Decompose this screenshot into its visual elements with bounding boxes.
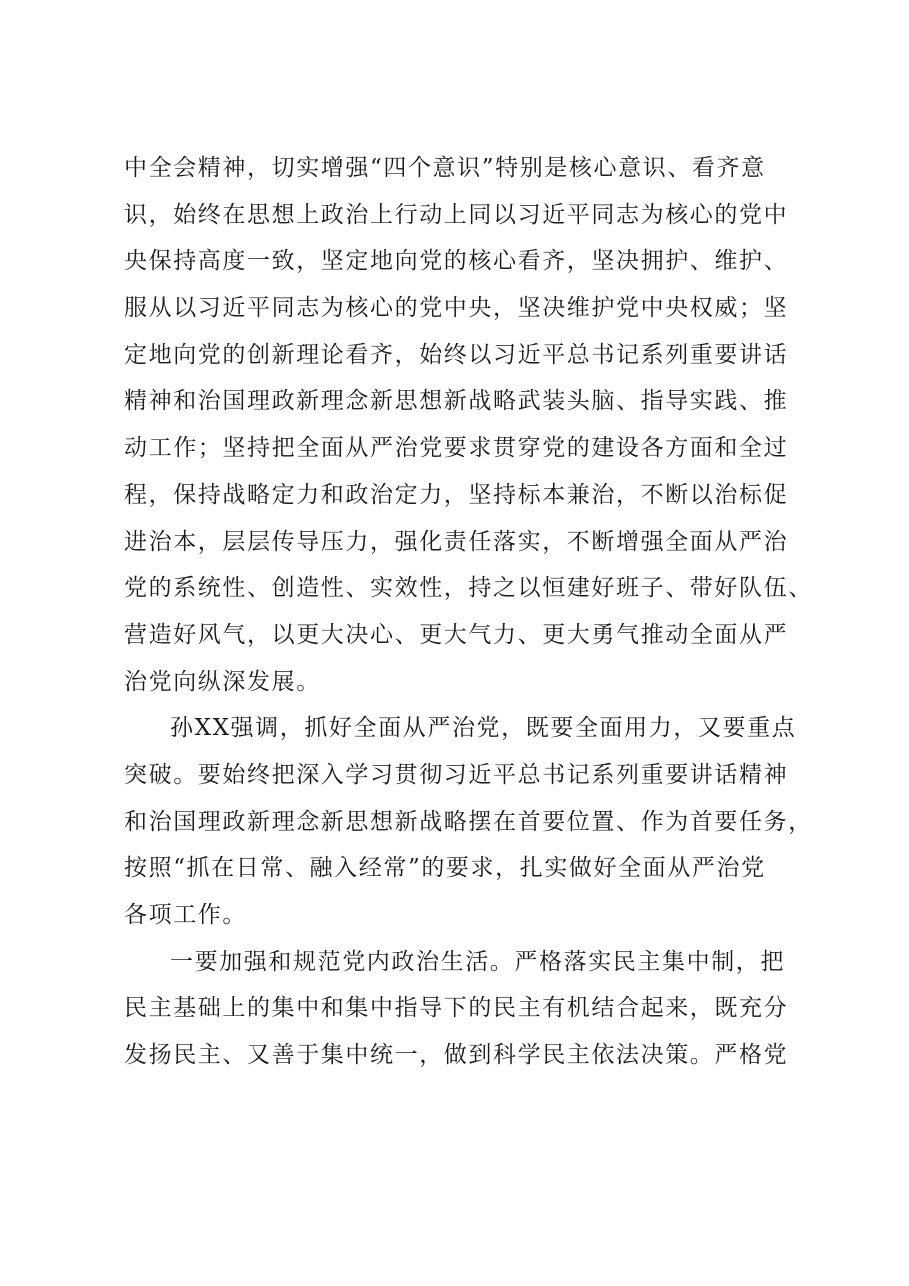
paragraph-1 <box>124 145 824 705</box>
text-line: 各项工作。 <box>124 902 247 928</box>
text-line: 程，保持战略定力和政治定力，坚持标本兼治，不断以治标促 <box>124 481 789 508</box>
text-line: 按照“抓在日常、融入经常”的要求，扎实做好全面从严治党 <box>124 855 766 882</box>
text-line: 民主基础上的集中和集中指导下的民主有机结合起来，既充分 <box>124 995 789 1022</box>
text-line: 中全会精神，切实增强“四个意识”特别是核心意识、看齐意 <box>124 155 766 181</box>
text-line: 精神和治国理政新理念新思想新战略武装头脑、指导实践、推 <box>124 388 789 415</box>
text-line: 一要加强和规范党内政治生活。严格落实民主集中制，把 <box>170 948 785 975</box>
text-line: 动工作；坚持把全面从严治党要求贯穿党的建设各方面和全过 <box>124 435 789 462</box>
text-line: 定地向党的创新理论看齐，始终以习近平总书记系列重要讲话 <box>124 341 789 368</box>
text-line: 治党向纵深发展。 <box>124 668 321 695</box>
text-line: 营造好风气，以更大决心、更大气力、更大勇气推动全面从严 <box>124 621 789 648</box>
text-line: 党的系统性、创造性、实效性，持之以恒建好班子、带好队伍、 <box>124 575 813 602</box>
text-line: 识，始终在思想上政治上行动上同以习近平同志为核心的党中 <box>124 201 789 228</box>
text-line: 发扬民主、又善于集中统一，做到科学民主依法决策。严格党 <box>124 1042 789 1069</box>
text-line: 央保持高度一致，坚定地向党的核心看齐，坚决拥护、维护、 <box>124 248 789 275</box>
text-line: 和治国理政新理念新思想新战略摆在首要位置、作为首要任务， <box>124 808 813 835</box>
paragraph-2 <box>124 705 824 938</box>
paragraph-3 <box>124 939 824 1079</box>
document-body <box>124 145 824 1079</box>
text-line: 突破。要始终把深入学习贯彻习近平总书记系列重要讲话精神 <box>124 761 789 788</box>
text-line: 服从以习近平同志为核心的党中央，坚决维护党中央权威；坚 <box>124 295 789 322</box>
text-line: 进治本，层层传导压力，强化责任落实，不断增强全面从严治 <box>124 528 789 555</box>
text-line: 孙XX强调，抓好全面从严治党，既要全面用力，又要重点 <box>170 715 797 742</box>
